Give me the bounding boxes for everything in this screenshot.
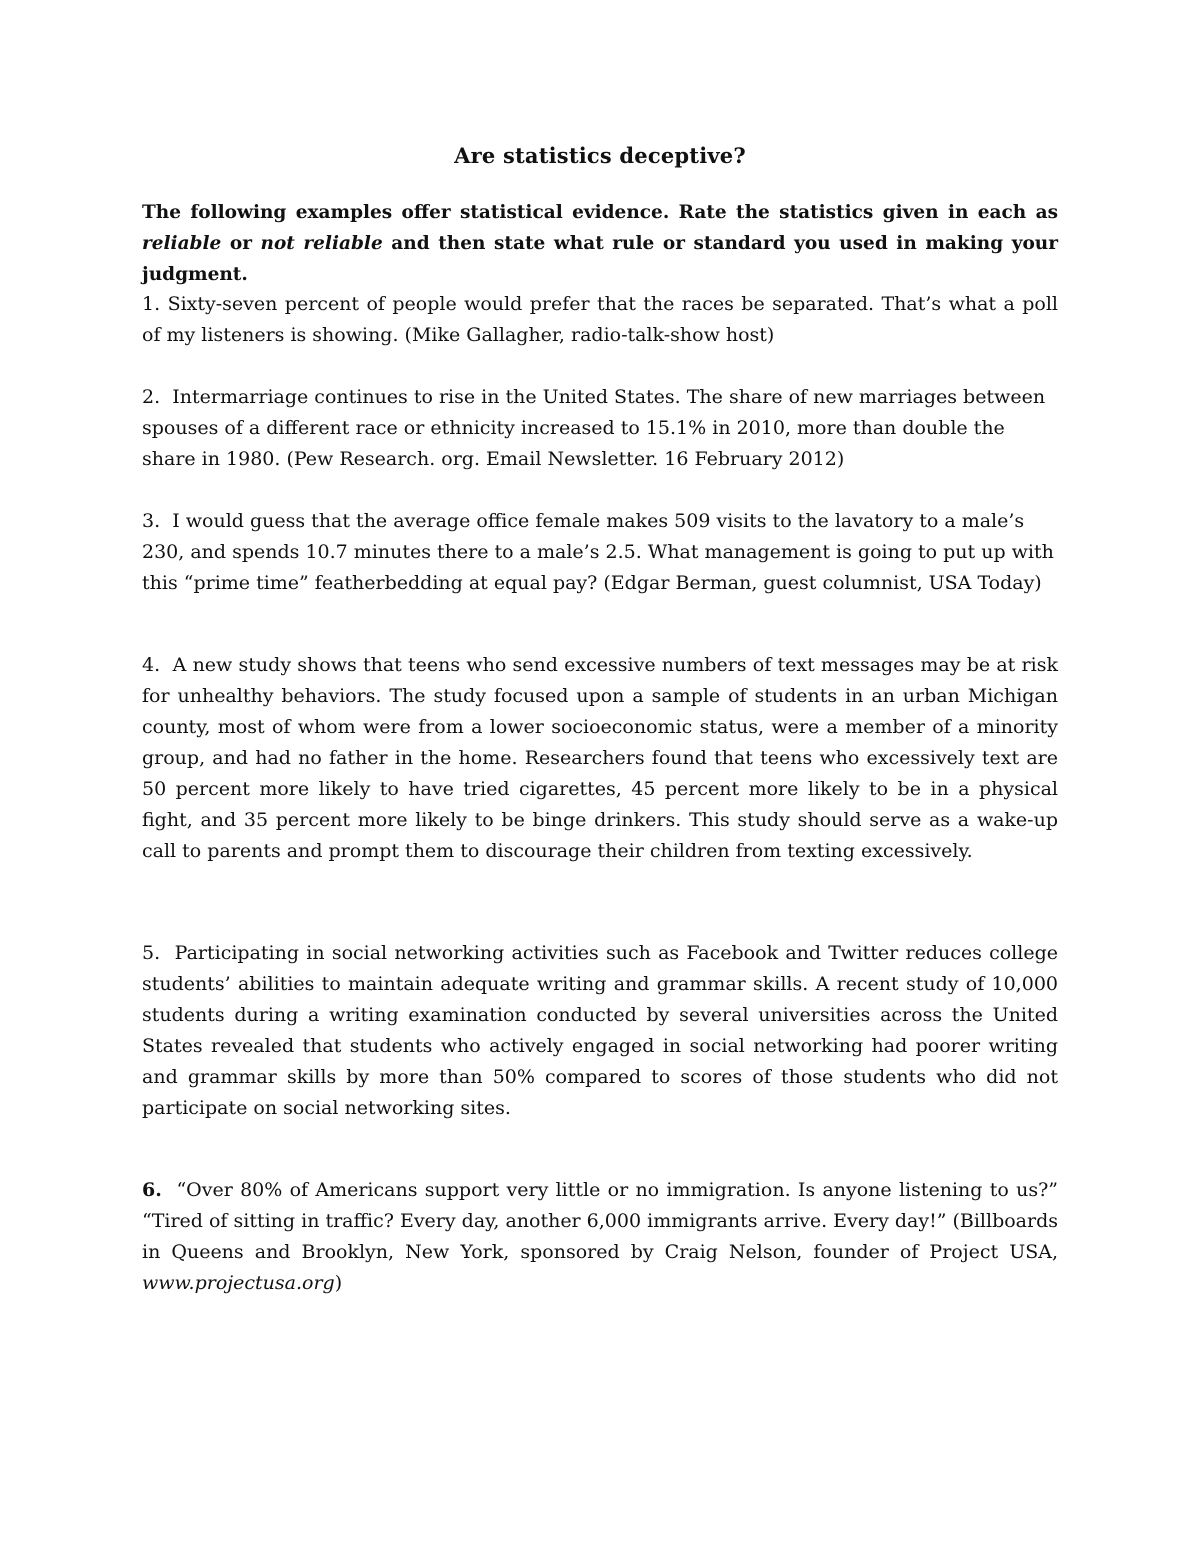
example-item-1 [142,289,1058,351]
example-item-3 [142,506,1058,599]
item-number: 6. [142,1179,162,1201]
item-text: Intermarriage continues to rise in the United States. The share of new marriages between spouses of a different race or ethnicity increased to 15.1% in 2010, more than double the share in 1980. (Pew Research. org. Email Newsletter. 16 February 2012) [142,386,1046,470]
item-number: 5. [142,942,161,964]
example-item-6 [142,1175,1058,1299]
item-text: “Over 80% of Americans support very little or no immigration. Is anyone listening to us?” “Tired of sitting in traffic? Every day, another 6,000 immigrants arrive. Every day!” (Billboards in Queens and Brooklyn, New York, sponsored by Craig Nelson, founder of Project USA, [142,1179,1059,1263]
item-number: 3. [142,510,161,532]
item-number: 2. [142,386,161,408]
example-item-4 [142,650,1058,867]
instructions-text-2: or [221,233,261,254]
item-text-end: ) [334,1272,343,1294]
item-text: I would guess that the average office female makes 509 visits to the lavatory to a male’s 230, and spends 10.7 minutes there to a male’s 2.5. What management is going to put up with this “prime time” featherbedding at equal pay? (Edgar Berman, guest columnist, USA Today) [142,510,1054,594]
item-number: 4. [142,654,161,676]
instructions-text-1: The following examples offer statistical evidence. Rate the statistics given in each as [142,202,1058,223]
page-title: Are statistics deceptive? [454,143,746,168]
instructions-text-3: and then state what rule or standard you used in making your judgment. [142,233,1058,285]
item-text: Participating in social networking activities such as Facebook and Twitter reduces college students’ abilities to maintain adequate writing and grammar skills. A recent study of 10,000 students during a writing examination conducted by several universities across the United States revealed that students who actively engaged in social networking had poorer writing and grammar skills by more than 50% compared to scores of those students who did not participate on social networking sites. [142,942,1058,1119]
item-number: 1. [142,293,161,315]
reliable-term: reliable [142,233,222,254]
instructions [142,197,1058,290]
item-text: A new study shows that teens who send excessive numbers of text messages may be at risk for unhealthy behaviors. The study focused upon a sample of students in an urban Michigan county, most of whom were from a lower socioeconomic status, were a member of a minority group, and had no father in the home. Researchers found that teens who excessively text are 50 percent more likely to have tried cigarettes, 45 percent more likely to be in a physical fight, and 35 percent more likely to be binge drinkers. This study should serve as a wake-up call to parents and prompt them to discourage their children from texting excessively. [142,654,1058,862]
example-item-2 [142,382,1058,475]
example-item-5 [142,938,1058,1124]
item-text: Sixty-seven percent of people would prefer that the races be separated. That’s what a poll of my listeners is showing. (Mike Gallagher, radio-talk-show host) [142,293,1058,346]
not-reliable-term: not reliable [260,233,383,254]
project-usa-link[interactable]: www.projectusa.org [142,1272,335,1294]
